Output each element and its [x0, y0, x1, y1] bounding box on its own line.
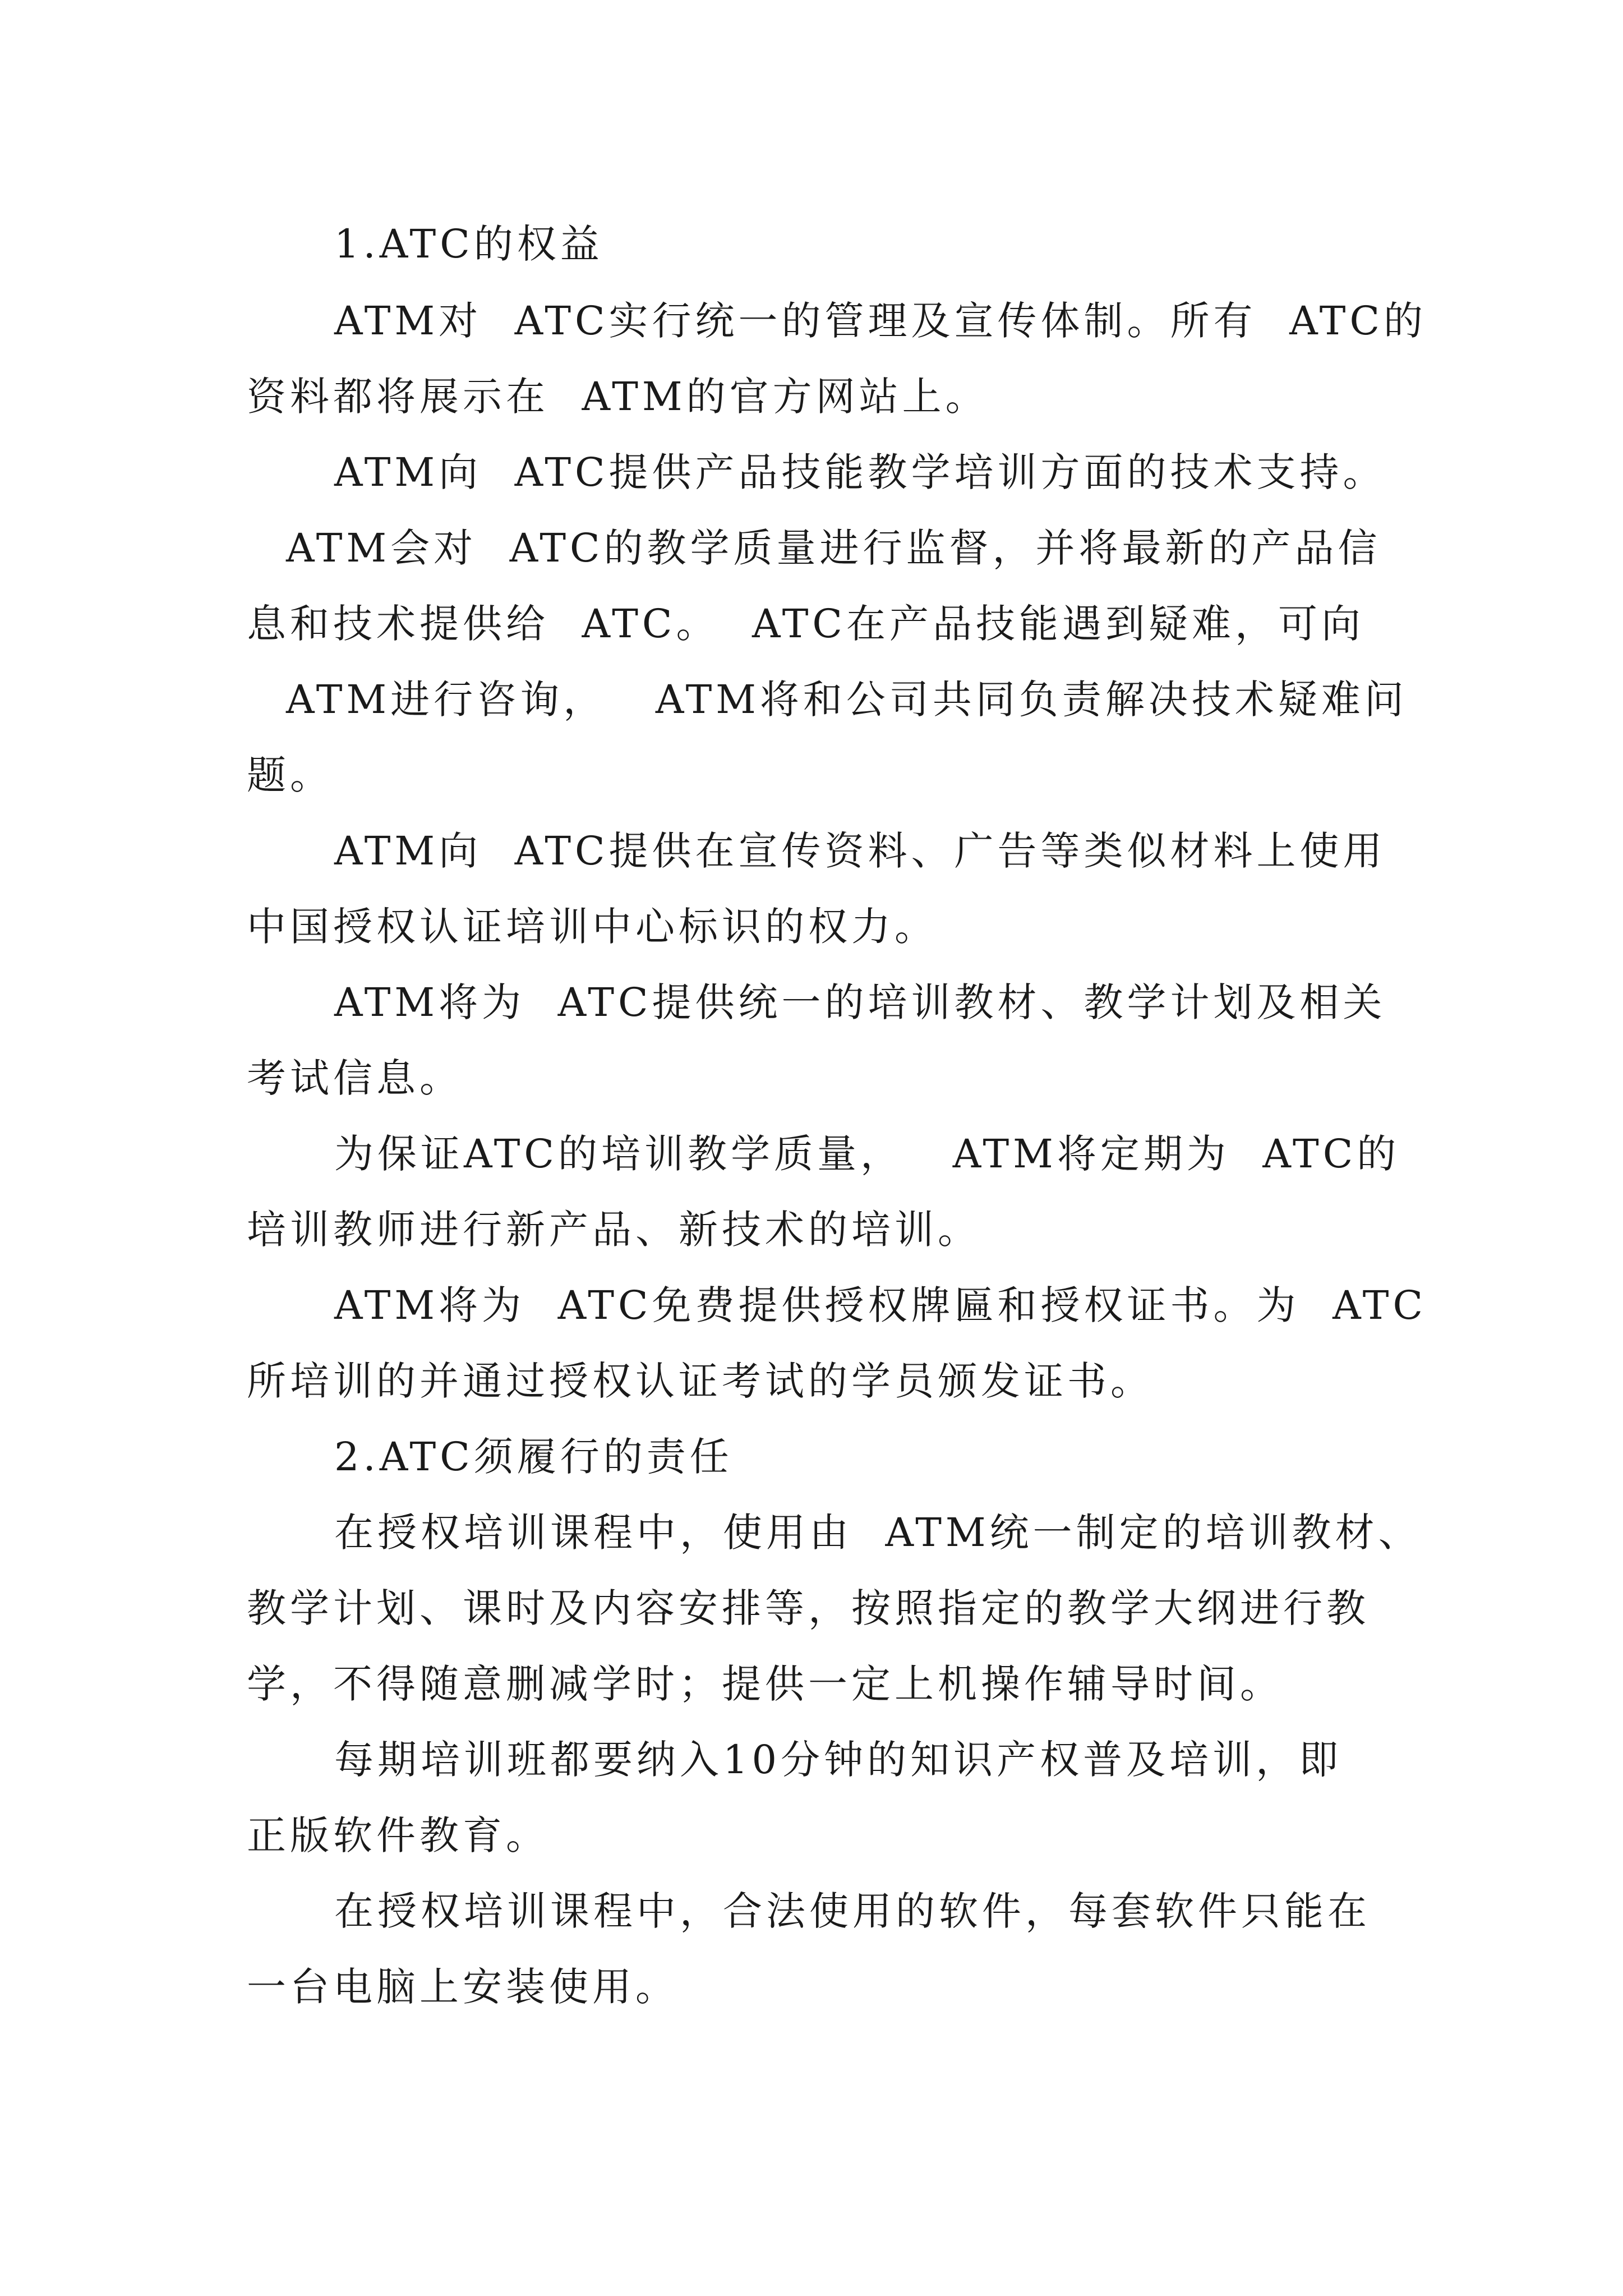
paragraph-line: ATM会对 ATC的教学质量进行监督，并将最新的产品信 — [286, 525, 1381, 571]
section-heading-rights: 1.ATC的权益 — [334, 221, 603, 267]
paragraph-line: ATM将为 ATC提供统一的培训教材、教学计划及相关 — [334, 979, 1386, 1025]
paragraph-line: ATM向 ATC提供在宣传资料、广告等类似材料上使用 — [334, 828, 1386, 874]
paragraph-line: 所培训的并通过授权认证考试的学员颁发证书。 — [247, 1358, 1154, 1404]
paragraph-line: 正版软件教育。 — [247, 1812, 549, 1858]
paragraph-line: 在授权培训课程中，使用由 ATM统一制定的培训教材、 — [334, 1510, 1422, 1556]
paragraph-line: 教学计划、课时及内容安排等，按照指定的教学大纲进行教 — [247, 1585, 1370, 1631]
paragraph-line: ATM将为 ATC免费提供授权牌匾和授权证书。为 ATC — [334, 1282, 1427, 1328]
paragraph-line: 学，不得随意删减学时；提供一定上机操作辅导时间。 — [247, 1661, 1283, 1707]
paragraph-line: ATM进行咨询， ATM将和公司共同负责解决技术疑难问 — [286, 677, 1408, 723]
section-heading-responsibilities: 2.ATC须履行的责任 — [334, 1434, 733, 1480]
paragraph-line: 为保证ATC的培训教学质量， ATM将定期为 ATC的 — [334, 1131, 1400, 1177]
paragraph-line: 在授权培训课程中，合法使用的软件，每套软件只能在 — [334, 1888, 1371, 1934]
paragraph-line: 一台电脑上安装使用。 — [247, 1964, 679, 2010]
paragraph-line: 每期培训班都要纳入10分钟的知识产权普及培训，即 — [334, 1737, 1343, 1783]
paragraph-line: ATM对 ATC实行统一的管理及宣传体制。所有 ATC的 — [334, 298, 1427, 344]
paragraph-line: ATM向 ATC提供产品技能教学培训方面的技术支持。 — [334, 449, 1386, 495]
paragraph-line: 考试信息。 — [247, 1055, 463, 1101]
paragraph-line: 培训教师进行新产品、新技术的培训。 — [247, 1207, 981, 1253]
paragraph-line: 资料都将展示在 ATM的官方网站上。 — [247, 374, 989, 420]
paragraph-line: 中国授权认证培训中心标识的权力。 — [247, 904, 938, 950]
paragraph-line: 题。 — [247, 752, 333, 798]
paragraph-line: 息和技术提供给 ATC。 ATC在产品技能遇到疑难，可向 — [247, 601, 1364, 647]
